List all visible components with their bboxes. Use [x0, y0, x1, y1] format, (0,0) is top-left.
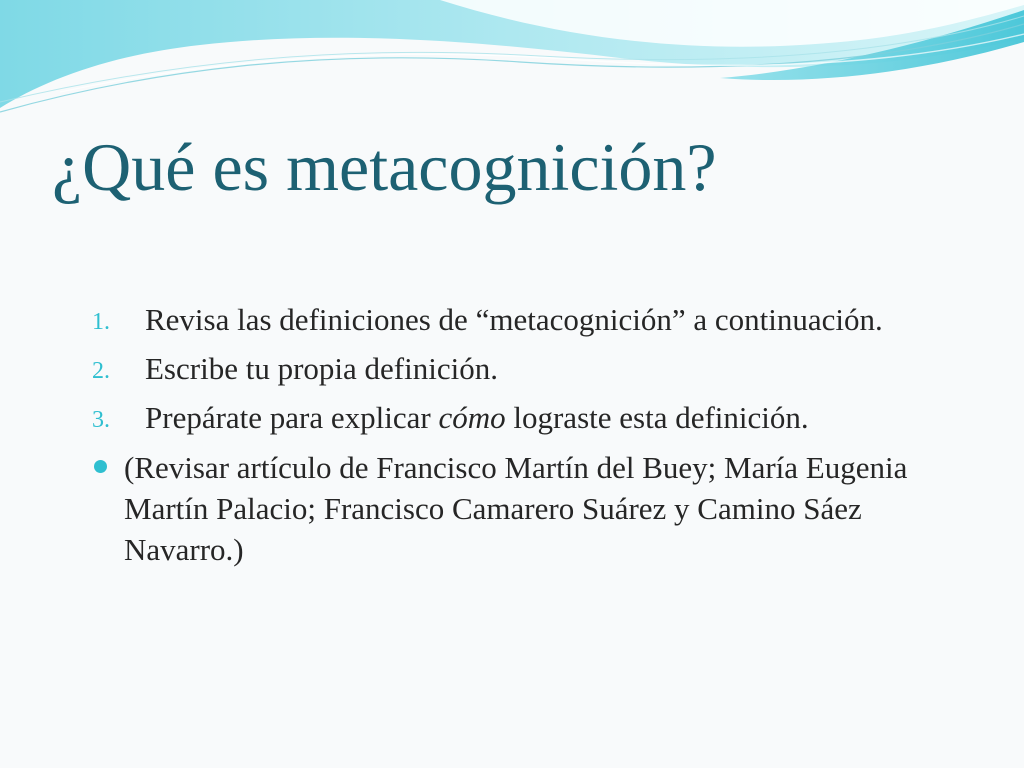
- list-item: [92, 398, 972, 438]
- slide-title: ¿Qué es metacognición?: [52, 129, 717, 205]
- list-item-text: Escribe tu propia definición.: [145, 351, 498, 386]
- list-item-emphasis: cómo: [438, 400, 506, 435]
- list-item: [92, 349, 972, 389]
- decorative-wave-header: [0, 0, 1024, 120]
- list-item: [92, 300, 972, 340]
- bullet-item-text: (Revisar artículo de Francisco Martín del Buey; María Eugenia Martín Palacio; Francisco Camarero Suárez y Camino Sáez Navarro.): [124, 450, 908, 567]
- list-number: 2.: [92, 358, 110, 384]
- list-number: 3.: [92, 407, 110, 433]
- circle-bullet-icon: [94, 460, 107, 473]
- bullet-item: [32, 447, 944, 570]
- list-item-text-after: lograste esta definición.: [505, 400, 809, 435]
- slide-body: [92, 300, 972, 570]
- list-item-text: Revisa las definiciones de “metacognición” a continuación.: [145, 302, 883, 337]
- list-number: 1.: [92, 309, 110, 335]
- list-item-text-before: Prepárate para explicar: [145, 400, 439, 435]
